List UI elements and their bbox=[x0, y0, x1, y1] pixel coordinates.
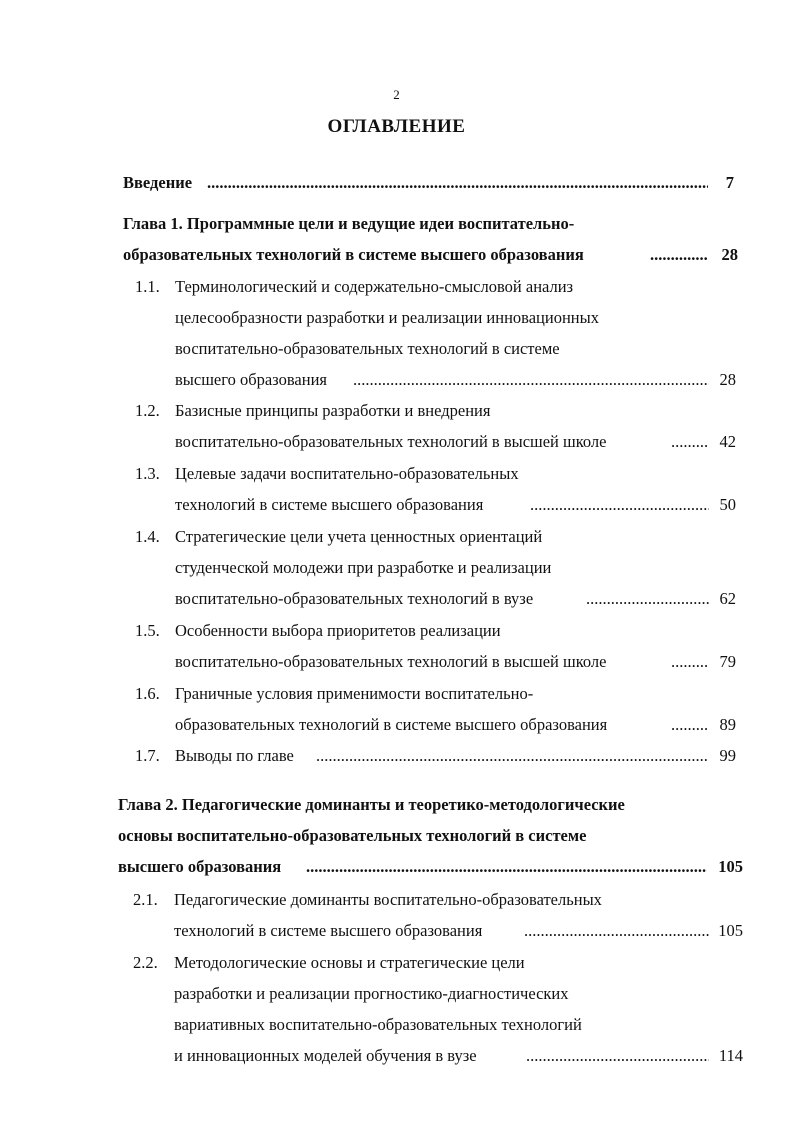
toc-section-title: Терминологический и содержательно-смысловой анализ bbox=[175, 277, 574, 296]
toc-leader-dots bbox=[306, 856, 707, 878]
toc-section-page: 99 bbox=[719, 746, 736, 765]
toc-section-number: 1.4. bbox=[135, 527, 160, 546]
toc-section-number: 2.2. bbox=[133, 953, 158, 972]
page-number: 2 bbox=[393, 87, 400, 102]
toc-section-number: 1.6. bbox=[135, 684, 160, 703]
toc-section-page: 28 bbox=[719, 370, 736, 389]
toc-section-page: 50 bbox=[719, 495, 736, 514]
toc-chapter-title: образовательных технологий в системе высшего образования bbox=[123, 245, 584, 264]
toc-leader-dots bbox=[586, 588, 709, 610]
toc-leader-dots bbox=[526, 1045, 709, 1067]
toc-section-title: Особенности выбора приоритетов реализации bbox=[175, 621, 501, 640]
toc-leader-dots bbox=[353, 369, 709, 391]
toc-section-title: Граничные условия применимости воспитательно- bbox=[175, 684, 534, 703]
toc-section-number: 1.7. bbox=[135, 746, 160, 765]
toc-section-title: студенческой молодежи при разработке и реализации bbox=[175, 558, 552, 577]
toc-section-title: и инновационных моделей обучения в вузе bbox=[174, 1046, 477, 1065]
toc-section-title: Целевые задачи воспитательно-образовательных bbox=[175, 464, 519, 483]
toc-chapter-title: Глава 2. Педагогические доминанты и теоретико-методологические bbox=[118, 795, 625, 814]
toc-intro-page: 7 bbox=[725, 173, 734, 192]
toc-section-page: 114 bbox=[718, 1046, 743, 1065]
toc-leader-dots bbox=[316, 745, 709, 767]
toc-section-title: воспитательно-образовательных технологий в высшей школе bbox=[175, 652, 607, 671]
toc-section-page: 105 bbox=[718, 921, 743, 940]
toc-section-title: Базисные принципы разработки и внедрения bbox=[175, 401, 491, 420]
toc-section-number: 1.1. bbox=[135, 277, 160, 296]
toc-section-title: воспитательно-образовательных технологий в вузе bbox=[175, 589, 534, 608]
toc-section-number: 1.3. bbox=[135, 464, 160, 483]
toc-leader-dots bbox=[650, 244, 708, 266]
toc-section-page: 42 bbox=[719, 432, 736, 451]
toc-section-title: Стратегические цели учета ценностных ориентаций bbox=[175, 527, 543, 546]
toc-section-title: вариативных воспитательно-образовательных технологий bbox=[174, 1015, 582, 1034]
toc-chapter-page: 105 bbox=[718, 857, 743, 876]
toc-leader-dots bbox=[671, 714, 709, 736]
toc-chapter-title: высшего образования bbox=[118, 857, 282, 876]
toc-section-page: 89 bbox=[719, 715, 736, 734]
toc-section-title: Методологические основы и стратегические цели bbox=[174, 953, 525, 972]
page-title: ОГЛАВЛЕНИЕ bbox=[327, 116, 466, 137]
toc-leader-dots bbox=[207, 172, 708, 194]
toc-section-title: технологий в системе высшего образования bbox=[174, 921, 483, 940]
toc-section-title: высшего образования bbox=[175, 370, 327, 389]
toc-section-title: технологий в системе высшего образования bbox=[175, 495, 484, 514]
toc-section-number: 1.2. bbox=[135, 401, 160, 420]
toc-chapter-page: 28 bbox=[721, 245, 738, 264]
toc-section-page: 79 bbox=[719, 652, 736, 671]
toc-chapter-title: Глава 1. Программные цели и ведущие идеи воспитательно- bbox=[123, 214, 575, 233]
toc-section-number: 1.5. bbox=[135, 621, 160, 640]
toc-section-number: 2.1. bbox=[133, 890, 158, 909]
toc-section-title: Выводы по главе bbox=[175, 746, 294, 765]
toc-intro-label: Введение bbox=[123, 173, 193, 192]
toc-chapter-title: основы воспитательно-образовательных технологий в системе bbox=[118, 826, 587, 845]
toc-section-title: целесообразности разработки и реализации инновационных bbox=[175, 308, 599, 327]
toc-section-page: 62 bbox=[719, 589, 736, 608]
toc-section-title: воспитательно-образовательных технологий в системе bbox=[175, 339, 560, 358]
toc-leader-dots bbox=[671, 651, 709, 673]
toc-leader-dots bbox=[671, 431, 709, 453]
toc-section-title: воспитательно-образовательных технологий в высшей школе bbox=[175, 432, 607, 451]
toc-section-title: образовательных технологий в системе высшего образования bbox=[175, 715, 608, 734]
toc-leader-dots bbox=[524, 920, 709, 942]
toc-leader-dots bbox=[530, 494, 709, 516]
toc-section-title: Педагогические доминанты воспитательно-образовательных bbox=[174, 890, 602, 909]
toc-section-title: разработки и реализации прогностико-диагностических bbox=[174, 984, 569, 1003]
